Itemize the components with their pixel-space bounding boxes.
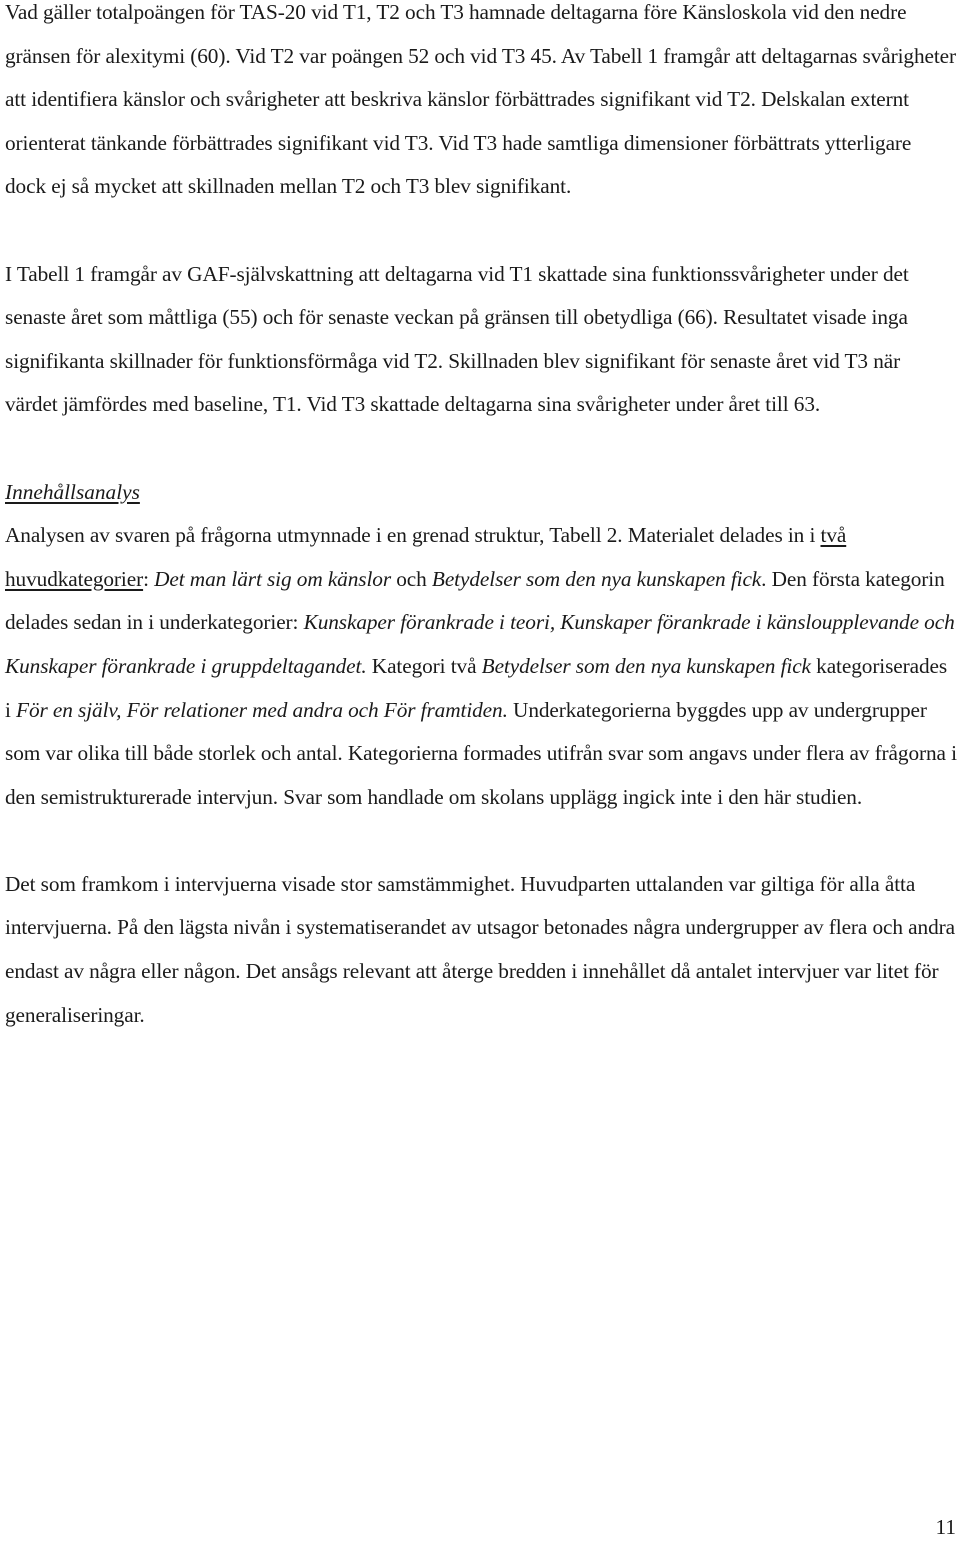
section-heading-innehallsanalys <box>5 471 957 515</box>
analysis-text-11: kategoriserades i <box>5 653 948 722</box>
analysis-text-7: . Den första kategorin delades sedan in i underkategorier: <box>5 566 945 635</box>
analysis-italic-category-2: Betydelser som den nya kunskapen fick <box>431 566 762 591</box>
analysis-text-13: Underkategorierna byggdes upp av undergrupper som var olika till både storlek och antal. Kategorierna formades utifrån svar som angavs under flera av frågorna i den semistrukturerade intervjun. Svar som handlade om skolans upplägg ingick inte i den här studien. <box>5 697 957 809</box>
analysis-italic-category-2-repeat: Betydelser som den nya kunskapen fick <box>481 653 811 678</box>
document-page <box>5 0 957 1037</box>
paragraph-tas20-results: Vad gäller totalpoängen för TAS-20 vid T1, T2 och T3 hamnade deltagarna före Känsloskola vid den nedre gränsen för alexitymi (60). Vid T2 var poängen 52 och vid T3 45. Av Tabell 1 framgår att deltagarnas svårigheter att identifiera känslor och svårigheter att beskriva känslor förbättrades signifikant vid T2. Delskalan externt orienterat tänkande förbättrades signifikant vid T3. Vid T3 hade samtliga dimensioner förbättrats ytterligare dock ej så mycket att skillnaden mellan T2 och T3 blev signifikant. <box>5 0 957 199</box>
paragraph-gaf-results: I Tabell 1 framgår av GAF-självskattning att deltagarna vid T1 skattade sina funktionssvårigheter under det senaste året som måttliga (55) och för senaste veckan på gränsen till obetydliga (66). Resultatet visade inga signifikanta skillnader för funktionsförmåga vid T2. Skillnaden blev signifikant för senaste året vid T3 när värdet jämfördes med baseline, T1. Vid T3 skattade deltagarna sina svårigheter under året till 63. <box>5 261 909 417</box>
analysis-text-1: Analysen av svaren på frågorna utmynnade i en grenad struktur, Tabell 2. Materialet delades in i <box>5 523 821 548</box>
paragraph-content-analysis <box>5 514 957 819</box>
analysis-italic-subcategories-1: Kunskaper förankrade i teori, Kunskaper förankrade i känsloupplevande och Kunskaper förankrade i gruppdeltagandet. <box>5 610 955 678</box>
analysis-underlined-main-categories: två huvudkategorier <box>5 523 847 591</box>
analysis-text-9: Kategori två <box>366 653 482 678</box>
section-heading-text: Innehållsanalys <box>5 479 140 504</box>
analysis-italic-category-1: Det man lärt sig om känslor <box>154 566 392 591</box>
page-number: 11 <box>935 1515 956 1539</box>
paragraph-interview-consensus: Det som framkom i intervjuerna visade stor samstämmighet. Huvudparten uttalanden var giltiga för alla åtta intervjuerna. På den lägsta nivån i systematiserandet av utsagor betonades några undergrupper av flera och andra endast av några eller någon. Det ansågs relevant att återge bredden i innehållet då antalet intervjuer var litet för generaliseringar. <box>5 871 955 1027</box>
analysis-text-3: : <box>143 566 155 591</box>
analysis-text-5: och <box>391 566 432 591</box>
analysis-italic-subcategories-2: För en själv, För relationer med andra och För framtiden. <box>16 697 508 722</box>
